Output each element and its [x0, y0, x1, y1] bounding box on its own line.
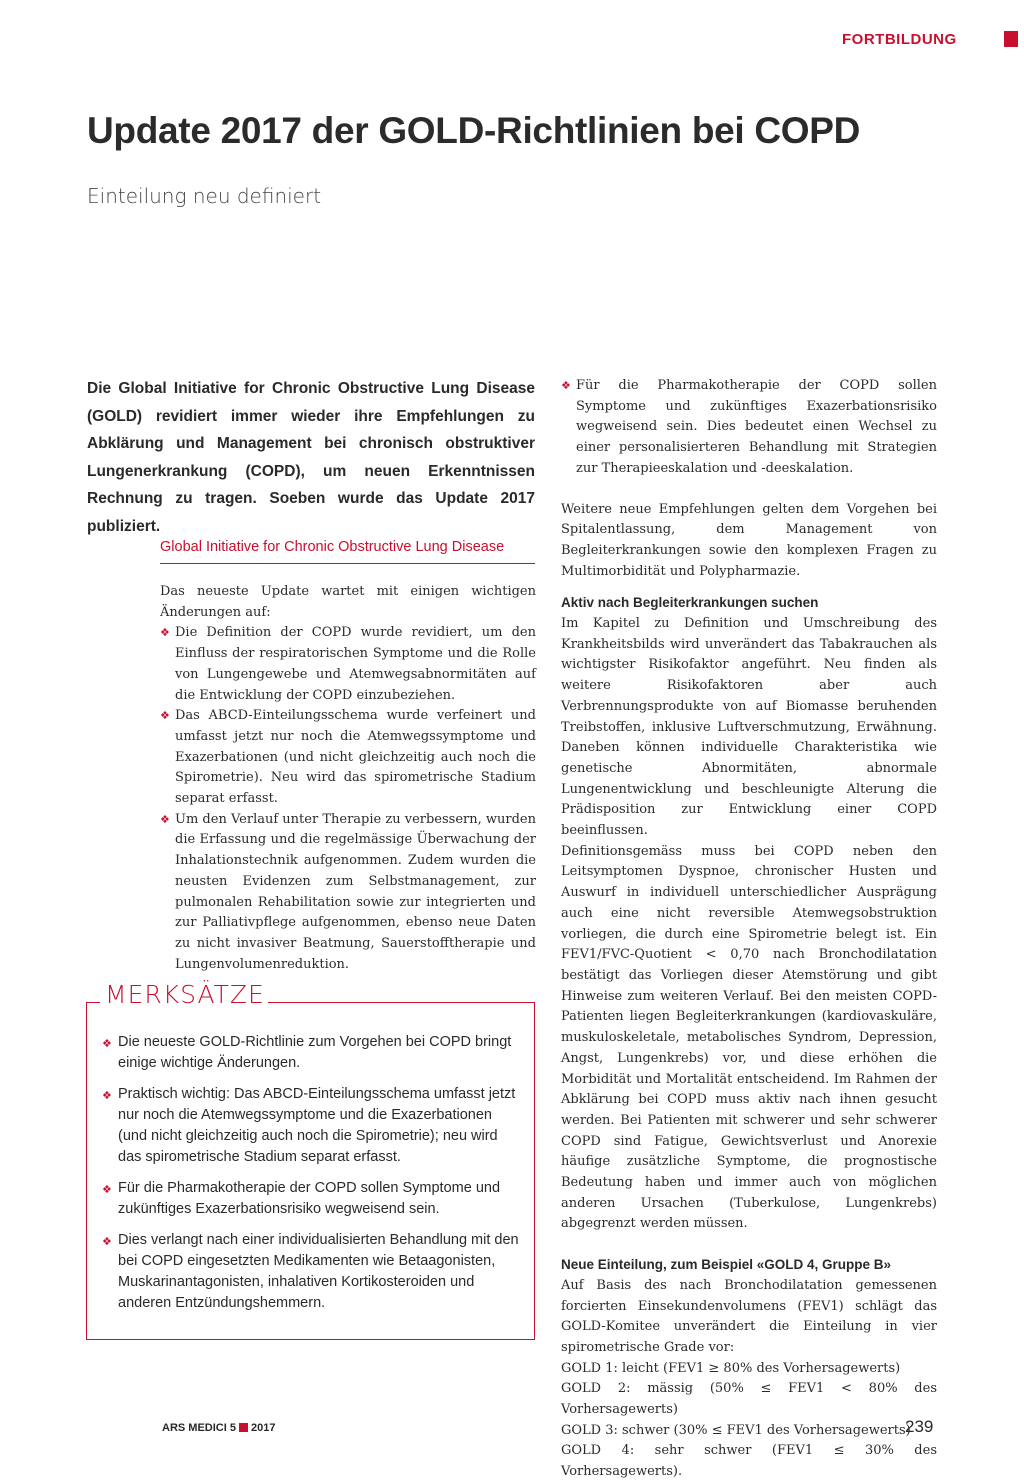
- gold-grade: GOLD 3: schwer (30% ≤ FEV1 des Vorhersagewerts): [561, 1422, 911, 1438]
- footer-journal: [162, 1422, 275, 1434]
- article-title: Update 2017 der GOLD-Richtlinien bei COPD: [87, 110, 861, 151]
- change-item: [160, 706, 536, 810]
- journal-name: ARS MEDICI 5: [162, 1422, 236, 1434]
- merksatz-text: Die neueste GOLD-Richtlinie zum Vorgehen bei COPD bringt einige wichtige Änderungen.: [118, 1034, 512, 1071]
- merksatz-item: [102, 1032, 522, 1074]
- change-text: Um den Verlauf unter Therapie zu verbessern, wurden die Erfassung und die regelmässige Überwachung der Inhalationstechnik aufgenommen. Zudem wurden die neusten Evidenzen zum Selbstmanagement, zur pulmonalen Rehabilitation sowie zur integrierten und zur Palliativpflege aufgenommen, ebenso neue Daten zu nicht invasiver Beatmung, Sauerstofftherapie und Lungenvolumenreduktion.: [175, 811, 536, 972]
- page-number: 239: [905, 1417, 934, 1436]
- intro-paragraph: Das neueste Update wartet mit einigen wichtigen Änderungen auf:: [160, 584, 536, 620]
- section-marker: [1004, 31, 1018, 47]
- gold-grade: GOLD 4: sehr schwer (FEV1 ≤ 30% des Vorhersagewerts).: [561, 1443, 937, 1480]
- diamond-bullet-icon: ❖: [561, 379, 571, 392]
- merksaetze-title: MERKSÄTZE: [105, 980, 265, 1009]
- change-item: [160, 810, 536, 976]
- body-paragraph: Auf Basis des nach Bronchodilatation gemessenen forcierten Einsekundenvolumens (FEV1) schlägt das GOLD-Komitee unverändert die Einteilung in vier spirometrische Grade vor:: [561, 1277, 937, 1355]
- merksatz-text: Für die Pharmakotherapie der COPD sollen Symptome und zukünftiges Exazerbationsrisiko wegweisend sein.: [118, 1180, 501, 1217]
- right-column: [561, 376, 937, 1483]
- change-text: Für die Pharmakotherapie der COPD sollen Symptome und zukünftiges Exazerbationsrisiko wegweisend sein. Dies bedeutet einen Wechsel zu einer personalisierteren Behandlung mit Strategien zur Therapieeskalation und -deeskalation.: [576, 378, 937, 476]
- diamond-bullet-icon: ❖: [160, 812, 170, 826]
- change-item: [561, 376, 937, 480]
- diamond-bullet-icon: ❖: [160, 626, 170, 640]
- gold-grade: GOLD 2: mässig (50% ≤ FEV1 < 80% des Vorhersagewerts): [561, 1381, 937, 1418]
- section-label: FORTBILDUNG: [842, 31, 957, 48]
- journal-year: 2017: [250, 1422, 276, 1434]
- section-heading: Neue Einteilung, zum Beispiel «GOLD 4, Gruppe B»: [561, 1257, 892, 1273]
- source-heading: Global Initiative for Chronic Obstructive Lung Disease: [160, 539, 535, 564]
- diamond-bullet-icon: ❖: [102, 1037, 112, 1050]
- body-paragraph: Definitionsgemäss muss bei COPD neben den Leitsymptomen Dyspnoe, chronischer Husten und Auswurf in individuell unterschiedlicher Ausprägung auch eine nicht reversible Atemwegsobstruktion vorliegen, die durch eine Spirometrie belegt ist. Ein FEV1/FVC-Quotient < 0,70 nach Bronchodilatation bestätigt das Vorliegen dieser Atemstörung und gibt Hinweise zum weiteren Verlauf. Bei den meisten COPD-Patienten liegen Begleiterkrankungen (kardiovaskuläre, muskuloskeletale, metabolisches Syndrom, Depression, Angst, Lungenkrebs) vor, und diese erhöhen die Morbidität und Mortalität entscheidend. Im Rahmen der Abklärung bei COPD muss aktiv nach ihnen gesucht werden. Bei Patienten mit schwerer und sehr schwerer COPD sind Fatigue, Gewichtsverlust und Anorexie häufige zusätzliche Symptome, die prognostische Bedeutung haben und immer auch von möglichen anderen Ursachen (Tuberkulose, Lungenkrebs) abgegrenzt werden müssen.: [561, 843, 937, 1232]
- change-item: [160, 623, 536, 706]
- merksatz-item: [102, 1084, 522, 1168]
- further-paragraph: Weitere neue Empfehlungen gelten dem Vorgehen bei Spitalentlassung, dem Management von Begleiterkrankungen sowie den komplexen Fragen zu Multimorbidität und Polypharmazie.: [561, 501, 937, 579]
- merksatz-item: [102, 1178, 522, 1220]
- merksatz-text: Dies verlangt nach einer individualisierten Behandlung mit den bei COPD eingesetzten Medikamenten wie Betaagonisten, Muskarinantagonisten, inhalativen Kortikosteroiden und anderen Entzündungshemmern.: [118, 1232, 519, 1311]
- merksatz-item: [102, 1230, 522, 1314]
- diamond-bullet-icon: ❖: [102, 1183, 112, 1196]
- left-column: [160, 582, 536, 975]
- change-text: Das ABCD-Einteilungsschema wurde verfeinert und umfasst jetzt nur noch die Atemwegssymptome und Exazerbationen (und nicht gleichzeitig auch noch die Spirometrie). Neu wird das spirometrische Stadium separat erfasst.: [175, 708, 536, 807]
- merksaetze-list: [102, 1032, 522, 1324]
- article-lead: Die Global Initiative for Chronic Obstructive Lung Disease (GOLD) revidiert immer wieder ihre Empfehlungen zu Abklärung und Management bei chronisch obstruktiver Lungenerkrankung (COPD), um neuen Erkenntnissen Rechnung zu tragen. Soeben wurde das Update 2017 publiziert.: [87, 380, 535, 535]
- body-paragraph: Im Kapitel zu Definition und Umschreibung des Krankheitsbilds wird unverändert das Tabakrauchen als wichtigster Risikofaktor angeführt. Neu finden als weitere Risikofaktoren aber auch Verbrennungsprodukte von auf Biomasse beruhenden Treibstoffen, inklusive Luftverschmutzung, Erwähnung. Daneben können individuelle Charakteristika wie genetische Abnormitäten, abnormale Lungenentwicklung und beschleunigte Alterung die Prädisposition zur Entwicklung einer COPD beeinflussen.: [561, 616, 937, 839]
- footer-marker: [239, 1423, 248, 1432]
- article-subtitle: Einteilung neu definiert: [87, 184, 322, 208]
- change-text: Die Definition der COPD wurde revidiert, um den Einfluss der respiratorischen Symptome und die Rolle von Lungengewebe und Atemwegsabnormitäten auf die Entwicklung der COPD einzubeziehen.: [175, 625, 536, 703]
- diamond-bullet-icon: ❖: [102, 1235, 112, 1248]
- gold-grade: GOLD 1: leicht (FEV1 ≥ 80% des Vorhersagewerts): [561, 1360, 901, 1376]
- diamond-bullet-icon: ❖: [102, 1089, 112, 1102]
- section-heading: Aktiv nach Begleiterkrankungen suchen: [561, 595, 819, 611]
- diamond-bullet-icon: ❖: [160, 709, 170, 723]
- merksatz-text: Praktisch wichtig: Das ABCD-Einteilungsschema umfasst jetzt nur noch die Atemwegssymptome und die Exazerbationen (und nicht gleichzeitig auch noch die Spirometrie); neu wird das spirometrische Stadium separat erfasst.: [118, 1086, 516, 1165]
